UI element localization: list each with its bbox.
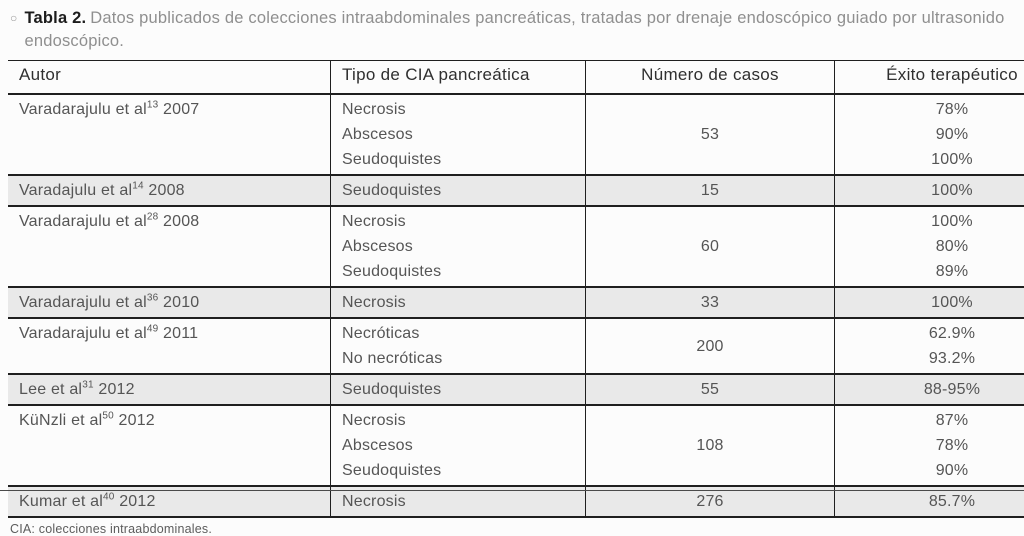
collection-type: Necróticas [342,321,574,346]
success-rate: 62.9% [846,321,1024,346]
author-name: KüNzli et al [19,412,102,429]
success-rate: 90% [846,458,1024,483]
author-name: Lee et al [19,381,82,398]
reference-superscript: 50 [102,411,114,422]
reference-superscript: 49 [147,324,159,335]
success-rate: 100% [846,290,1024,315]
success-cell [835,405,1024,486]
publication-year: 2007 [158,101,199,118]
collection-type-cell [331,175,586,206]
author-name: Varadarajulu et al [19,101,147,118]
success-rate: 80% [846,234,1024,259]
cases-cell: 15 [586,175,835,206]
cases-cell: 276 [586,486,835,517]
collection-type: Seudoquistes [342,147,574,172]
table-row [8,318,1024,374]
success-rate: 93.2% [846,346,1024,371]
collection-type: Necrosis [342,489,574,514]
reference-superscript: 31 [82,380,94,391]
author-cell [8,287,331,318]
publication-year: 2008 [158,213,199,230]
success-cell [835,374,1024,405]
success-cell [835,206,1024,287]
author-cell [8,94,331,175]
header-row [8,61,1024,95]
column-header: Éxito terapéutico [835,61,1024,95]
table-footnote: CIA: colecciones intraabdominales. [10,522,1016,536]
success-rate: 78% [846,433,1024,458]
success-rate: 89% [846,259,1024,284]
author-cell [8,318,331,374]
collection-type-cell [331,94,586,175]
author-name: Varadajulu et al [19,182,132,199]
collection-type: Seudoquistes [342,178,574,203]
table-header [8,61,1024,95]
success-rate: 87% [846,408,1024,433]
success-cell [835,318,1024,374]
reference-superscript: 28 [147,212,159,223]
collection-type: Necrosis [342,408,574,433]
collection-type-cell [331,405,586,486]
reference-superscript: 13 [147,100,159,111]
table-row [8,175,1024,206]
publication-year: 2010 [158,294,199,311]
success-rate: 78% [846,97,1024,122]
cases-cell: 55 [586,374,835,405]
success-cell [835,94,1024,175]
cases-cell: 53 [586,94,835,175]
caption-description: Datos publicados de colecciones intraabdominales pancreáticas, tratadas por drenaje endoscópico guiado por ultrasonido endoscópico. [24,9,1004,50]
page-bottom-rule [0,490,1024,491]
cases-cell: 60 [586,206,835,287]
author-name: Varadarajulu et al [19,213,147,230]
column-header: Autor [8,61,331,95]
table-row [8,287,1024,318]
table-label: Tabla 2. [24,9,86,27]
reference-superscript: 40 [103,492,115,503]
cases-cell: 108 [586,405,835,486]
collection-type: Seudoquistes [342,259,574,284]
author-cell [8,374,331,405]
publication-year: 2012 [115,493,156,510]
table-row [8,94,1024,175]
collection-type-cell [331,374,586,405]
column-header: Tipo de CIA pancreática [331,61,586,95]
collection-type: Necrosis [342,97,574,122]
success-cell [835,287,1024,318]
success-rate: 90% [846,122,1024,147]
publication-year: 2008 [144,182,185,199]
publication-year: 2012 [114,412,155,429]
success-rate: 88-95% [846,377,1024,402]
success-rate: 85.7% [846,489,1024,514]
collection-type: No necróticas [342,346,574,371]
collection-type: Seudoquistes [342,377,574,402]
author-cell [8,206,331,287]
collection-type-cell [331,318,586,374]
circle-bullet-icon: ○ [10,7,17,53]
success-rate: 100% [846,147,1024,172]
publication-year: 2011 [158,325,198,342]
success-rate: 100% [846,209,1024,234]
table-row [8,206,1024,287]
column-header: Número de casos [586,61,835,95]
success-rate: 100% [846,178,1024,203]
cases-cell: 33 [586,287,835,318]
collection-type: Necrosis [342,290,574,315]
author-cell [8,405,331,486]
collection-type-cell [331,287,586,318]
collection-type: Abscesos [342,433,574,458]
collection-type: Abscesos [342,234,574,259]
table-row [8,405,1024,486]
collection-type: Seudoquistes [342,458,574,483]
data-table [8,60,1024,518]
publication-year: 2012 [94,381,135,398]
table-caption [10,7,1014,53]
author-name: Varadarajulu et al [19,294,147,311]
author-cell [8,175,331,206]
success-cell [835,175,1024,206]
collection-type: Necrosis [342,209,574,234]
table-row [8,374,1024,405]
caption-text [24,7,1014,53]
cases-cell: 200 [586,318,835,374]
table-body [8,94,1024,517]
collection-type: Abscesos [342,122,574,147]
reference-superscript: 36 [147,293,159,304]
reference-superscript: 14 [132,181,144,192]
collection-type-cell [331,206,586,287]
author-name: Kumar et al [19,493,103,510]
author-name: Varadarajulu et al [19,325,147,342]
